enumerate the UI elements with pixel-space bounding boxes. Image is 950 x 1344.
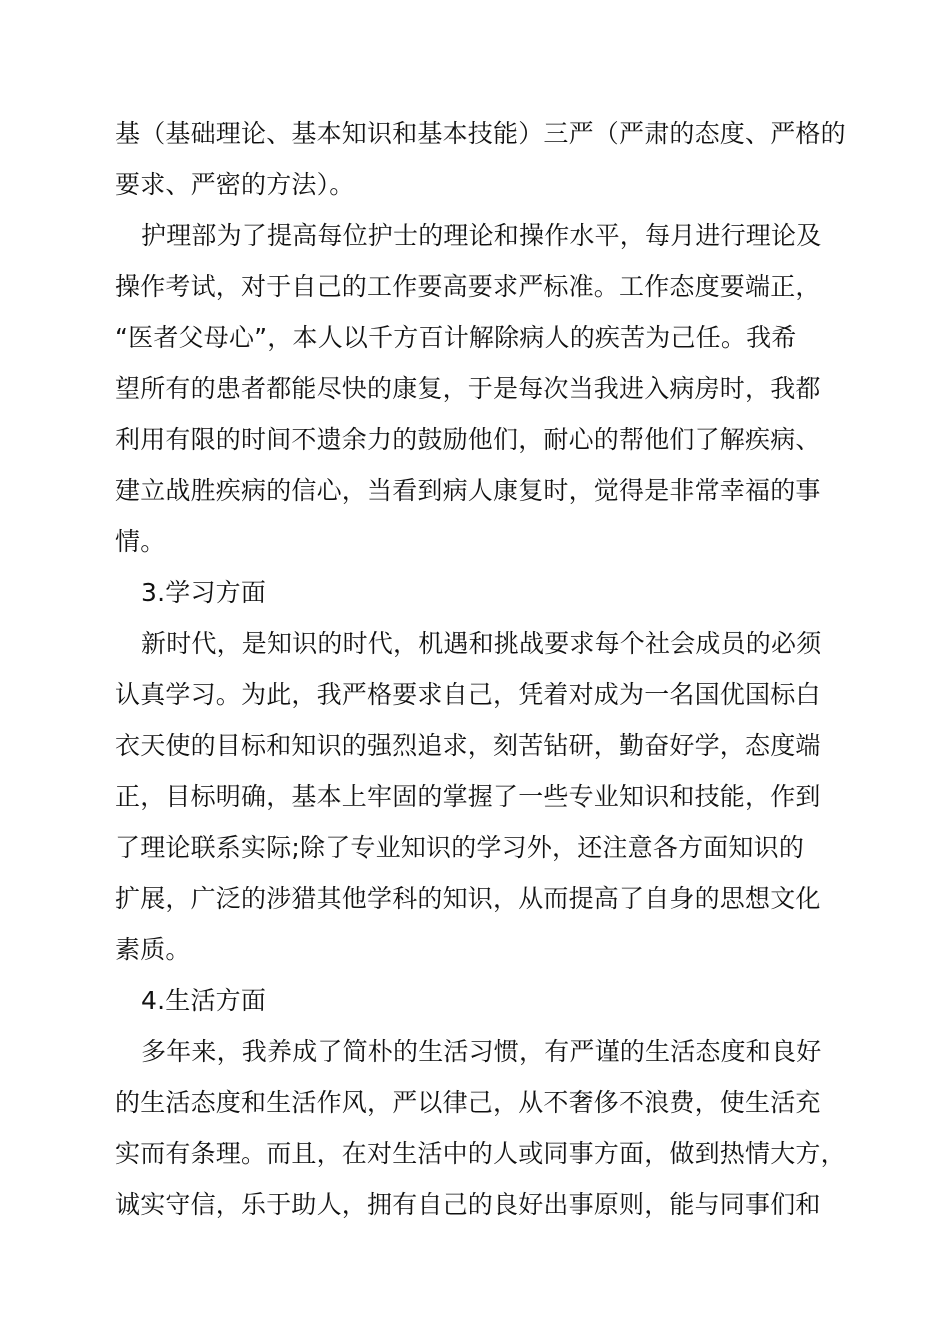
text-line: 建立战胜疾病的信心，当看到病人康复时，觉得是非常幸福的事 bbox=[115, 476, 821, 505]
text-line: 诚实守信，乐于助人，拥有自己的良好出事原则，能与同事们和 bbox=[115, 1190, 821, 1219]
text-line: 认真学习。为此，我严格要求自己，凭着对成为一名国优国标白 bbox=[115, 680, 821, 709]
text-line: 正，目标明确，基本上牢固的掌握了一些专业知识和技能，作到 bbox=[115, 782, 821, 811]
text-line: 新时代，是知识的时代，机遇和挑战要求每个社会成员的必须 bbox=[141, 629, 822, 658]
text-line: 情。 bbox=[115, 527, 166, 556]
text-line: 实而有条理。而且，在对生活中的人或同事方面，做到热情大方， bbox=[115, 1139, 846, 1168]
section-heading-study: 3.学习方面 bbox=[141, 578, 267, 607]
text-line: “医者父母心”，本人以千方百计解除病人的疾苦为己任。我希 bbox=[115, 323, 797, 352]
text-line: 护理部为了提高每位护士的理论和操作水平，每月进行理论及 bbox=[141, 221, 822, 250]
text-line: 望所有的患者都能尽快的康复，于是每次当我进入病房时，我都 bbox=[115, 374, 821, 403]
text-line: 利用有限的时间不遗余力的鼓励他们，耐心的帮他们了解疾病、 bbox=[115, 425, 821, 454]
text-line: 操作考试，对于自己的工作要高要求严标准。工作态度要端正， bbox=[115, 272, 821, 301]
text-line: 基（基础理论、基本知识和基本技能）三严（严肃的态度、严格的 bbox=[115, 119, 846, 148]
text-line: 衣天使的目标和知识的强烈追求，刻苦钻研，勤奋好学，态度端 bbox=[115, 731, 821, 760]
text-line: 了理论联系实际;除了专业知识的学习外，还注意各方面知识的 bbox=[115, 833, 805, 862]
text-line: 的生活态度和生活作风，严以律己，从不奢侈不浪费，使生活充 bbox=[115, 1088, 821, 1117]
section-heading-life: 4.生活方面 bbox=[141, 986, 267, 1015]
document-body bbox=[115, 108, 846, 1230]
text-line: 多年来，我养成了简朴的生活习惯，有严谨的生活态度和良好 bbox=[141, 1037, 822, 1066]
text-line: 要求、严密的方法）。 bbox=[115, 170, 355, 199]
text-line: 扩展，广泛的涉猎其他学科的知识，从而提高了自身的思想文化 bbox=[115, 884, 821, 913]
text-line: 素质。 bbox=[115, 935, 191, 964]
